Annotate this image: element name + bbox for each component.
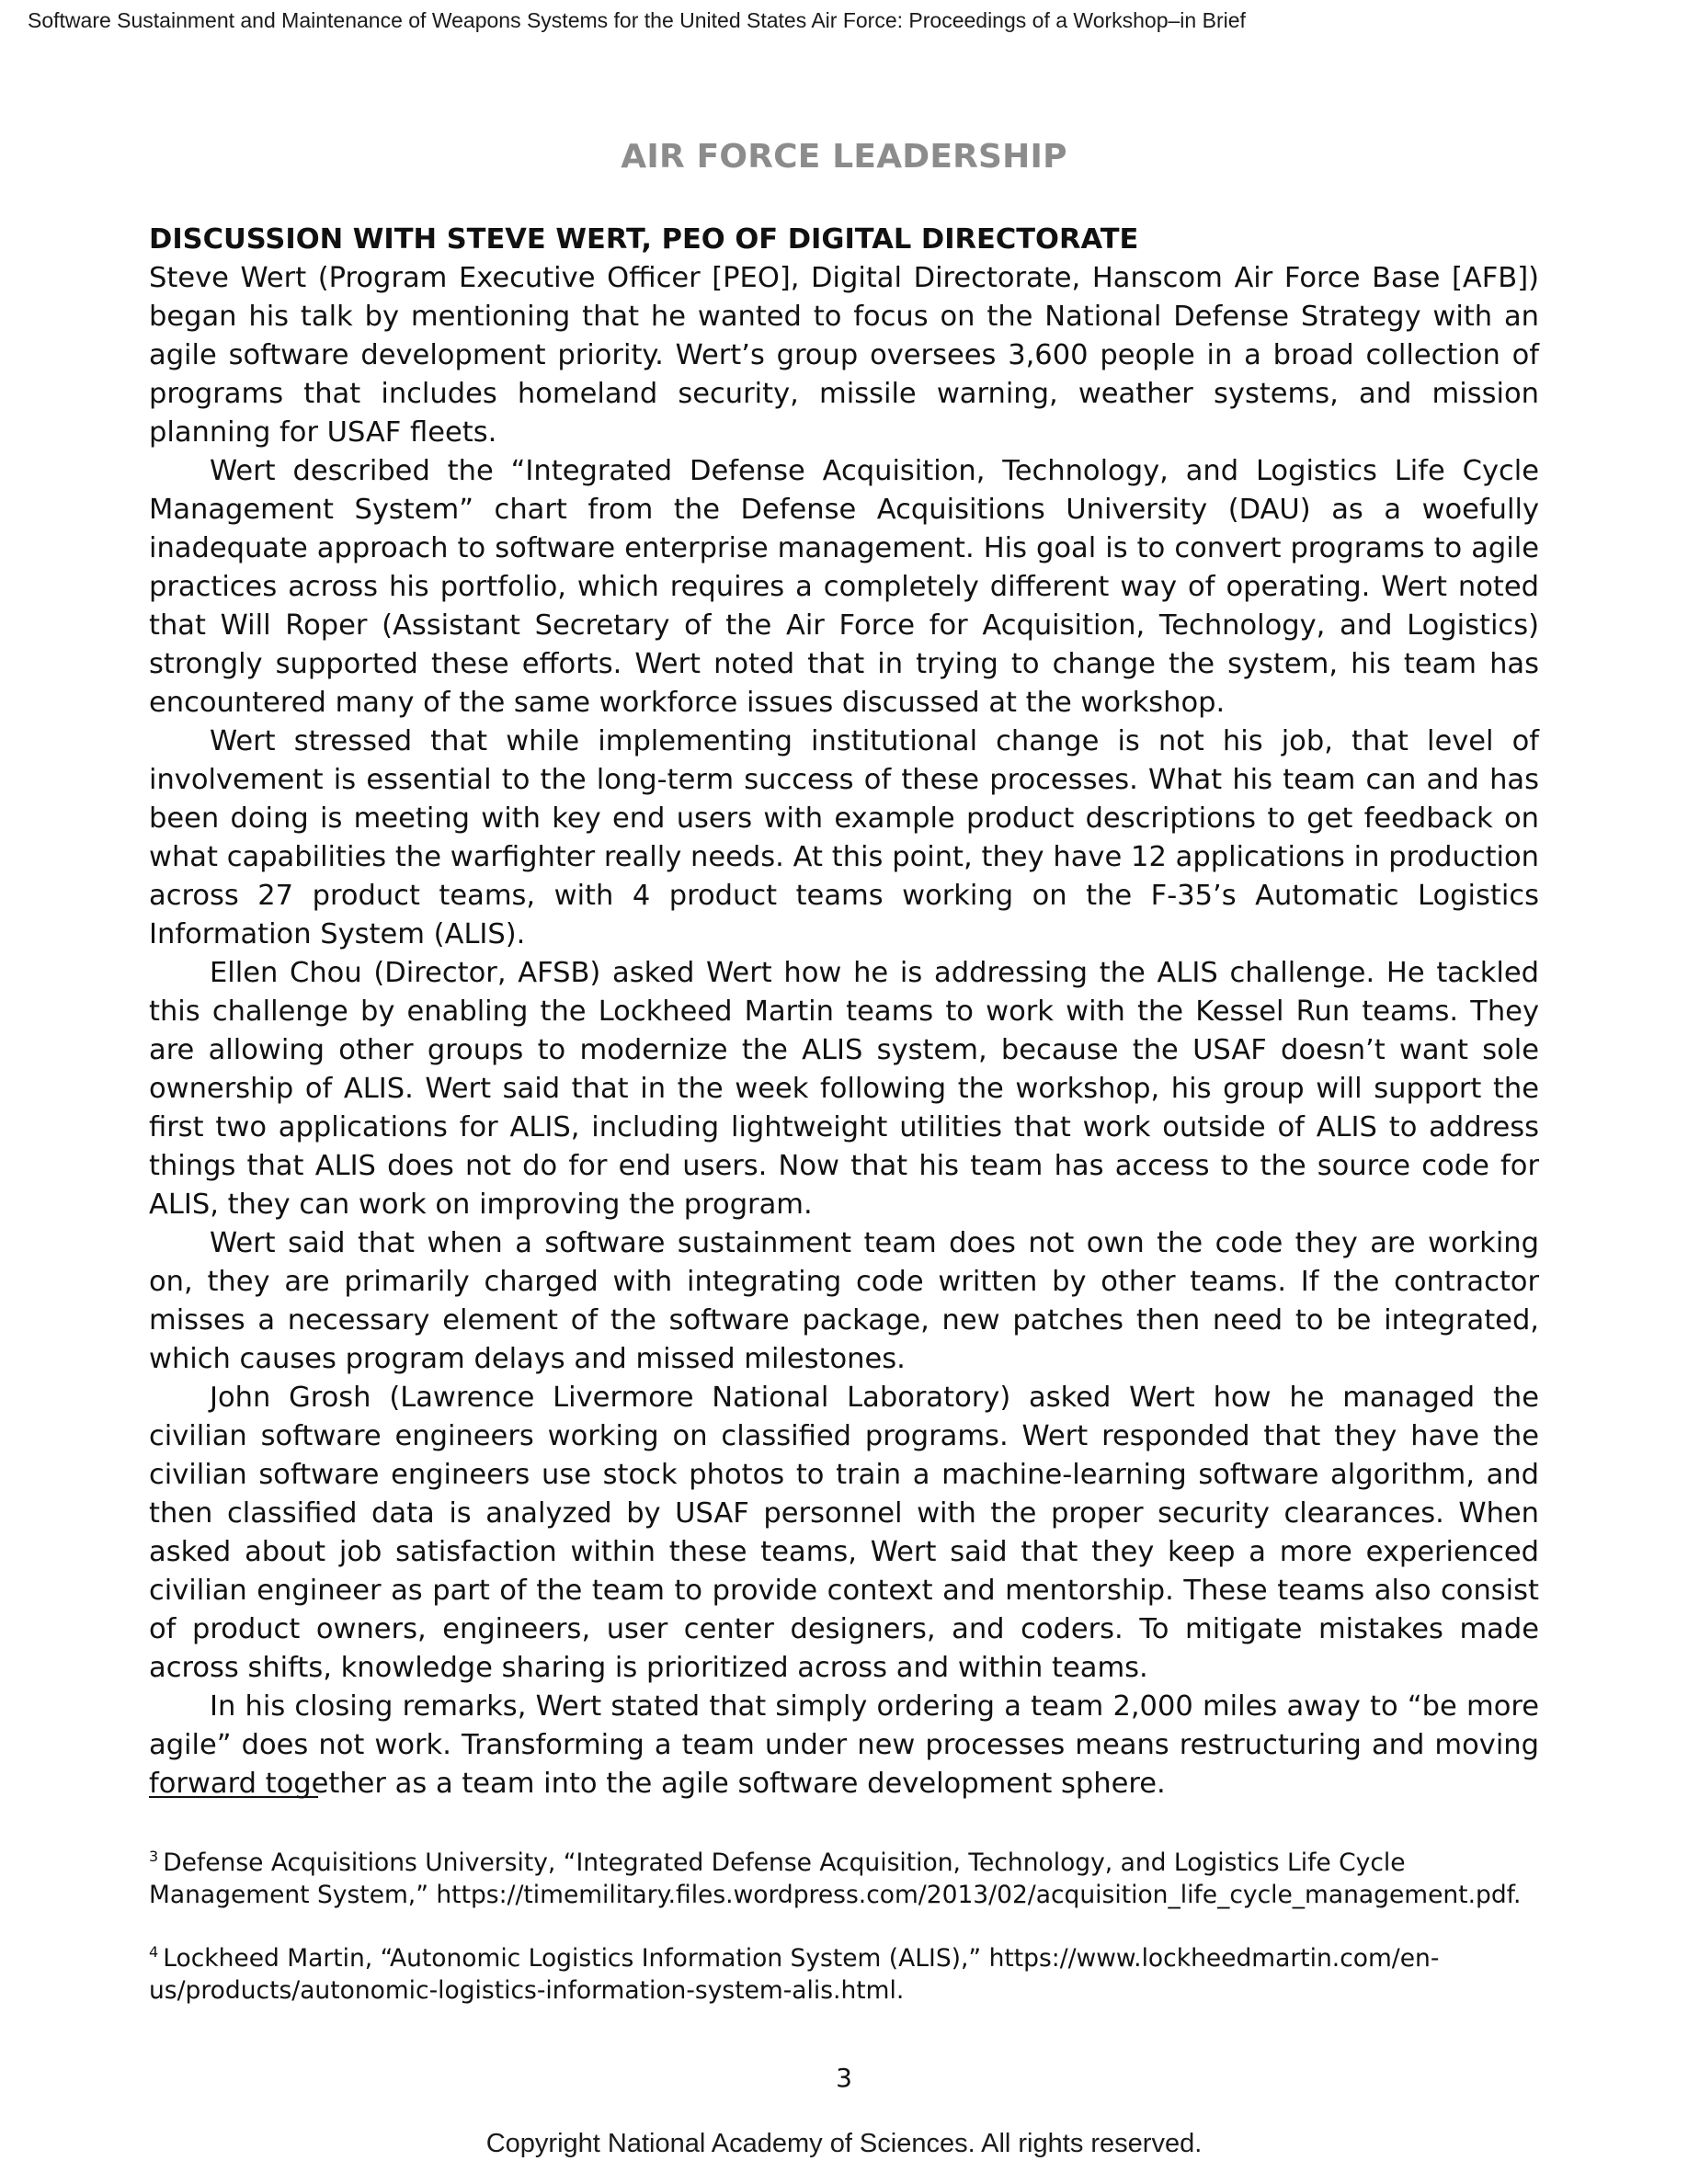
footnotes [149,1840,1539,2031]
main-content [149,221,1539,1803]
running-header: Software Sustainment and Maintenance of Weapons Systems for the United States Air Force: Proceedings of a Workshop–in Brief [28,8,1246,32]
paragraph-2: Wert described the “Integrated Defense Acquisition, Technology, and Logistics Life Cycle Management System” chart from the Defense Acquisitions University (DAU) as a woefully inadequate approach to software enterprise management. His goal is to convert programs to agile practices across his portfolio, which requires a completely different way of operating. Wert noted that Will Roper (Assistant Secretary of the Air Force for Acquisition, Technology, and Logistics) strongly supported these efforts. Wert noted that in trying to change the system, his team has encountered many of the same workforce issues discussed at the workshop. [149,455,1539,719]
paragraph-7: In his closing remarks, Wert stated that simply ordering a team 2,000 miles away to “be more agile” does not work. Transforming a team under new processes means restructuring and moving forward together as a team into the agile software development sphere. [149,1690,1539,1800]
footnote-3 [149,1840,1539,1911]
footnote-text: Lockheed Martin, “Autonomic Logistics Information System (ALIS),” https://www.lockheedmartin.com/en-us/products/autonomic-logistics-information-system-alis.html. [149,1944,1440,2005]
subheading: DISCUSSION WITH STEVE WERT, PEO OF DIGITAL DIRECTORATE [149,223,1139,256]
copyright-footer: Copyright National Academy of Sciences. All rights reserved. [485,2129,1203,2158]
paragraph-6: John Grosh (Lawrence Livermore National Laboratory) asked Wert how he managed the civilian software engineers working on classified programs. Wert responded that they have the civilian software engineers use stock photos to train a machine-learning software algorithm, and then classified data is analyzed by USAF personnel with the proper security clearances. When asked about job satisfaction within these teams, Wert said that they keep a more experienced civilian engineer as part of the team to provide context and mentorship. These teams also consist of product owners, engineers, user center designers, and coders. To mitigate mistakes made across shifts, knowledge sharing is prioritized across and within teams. [149,1382,1539,1684]
paragraph-1: Steve Wert (Program Executive Officer [PEO], Digital Directorate, Hanscom Air Force Base [AFB]) began his talk by mentioning that he wanted to focus on the National Defense Strategy with an agile software development priority. Wert’s group oversees 3,600 people in a broad collection of programs that includes homeland security, missile warning, weather systems, and mission planning for USAF fleets. [149,262,1539,449]
paragraph-3: Wert stressed that while implementing institutional change is not his job, that level of involvement is essential to the long-term success of these processes. What his team can and has been doing is meeting with key end users with example product descriptions to get feedback on what capabilities the warfighter really needs. At this point, they have 12 applications in production across 27 product teams, with 4 product teams working on the F-35’s Automatic Logistics Information System (ALIS). [149,725,1539,950]
footnote-divider [149,1796,318,1798]
footnote-marker: 4 [149,1943,159,1961]
page-number: 3 [836,2063,852,2093]
paragraph-4: Ellen Chou (Director, AFSB) asked Wert how he is addressing the ALIS challenge. He tackled this challenge by enabling the Lockheed Martin teams to work with the Kessel Run teams. They are allowing other groups to modernize the ALIS system, because the USAF doesn’t want sole ownership of ALIS. Wert said that in the week following the workshop, his group will support the first two applications for ALIS, including lightweight utilities that work outside of ALIS to address things that ALIS does not do for end users. Now that his team has access to the source code for ALIS, they can work on improving the program. [149,957,1539,1221]
footnote-marker: 3 [149,1848,159,1865]
paragraph-5: Wert said that when a software sustainment team does not own the code they are working on, they are primarily charged with integrating code written by other teams. If the contractor misses a necessary element of the software package, new patches then need to be integrated, which causes program delays and missed milestones. [149,1227,1539,1375]
footnote-4 [149,1936,1539,2007]
section-title: AIR FORCE LEADERSHIP [621,138,1067,176]
footnote-text: Defense Acquisitions University, “Integrated Defense Acquisition, Technology, and Logistics Life Cycle Management System,” https://timemilitary.files.wordpress.com/2013/02/acquisition_life_cycle_management.pdf. [149,1848,1522,1909]
